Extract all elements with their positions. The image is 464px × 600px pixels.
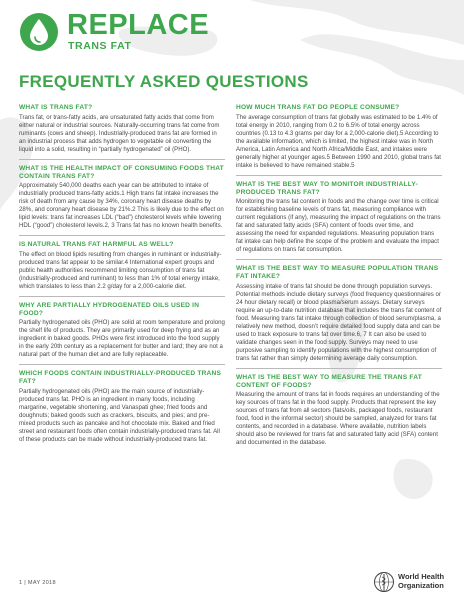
brand-subtitle: TRANS FAT — [68, 40, 132, 52]
replace-drop-logo-icon — [19, 12, 59, 52]
faq-question: WHAT IS THE BEST WAY TO MEASURE POPULATION TRANS FAT INTAKE? — [236, 265, 439, 280]
faq-question: WHICH FOODS CONTAIN INDUSTRIALLY-PRODUCED TRANS FAT? — [19, 370, 222, 385]
faq-answer: Trans fat, or trans-fatty acids, are unsaturated fatty acids that come from either natural or industrial sources. Naturally-occurring trans fat come from ruminants (cows and sheep). Industrially-produced trans fat are formed in an industrial process that adds hydrogen to vegetable oil converting the liquid into a solid, resulting in “partially hydrogenated” oil (PHO). — [19, 113, 220, 153]
faq-item — [19, 370, 225, 444]
divider — [19, 159, 225, 160]
faq-item — [236, 104, 442, 170]
divider — [19, 235, 225, 236]
divider — [19, 364, 225, 365]
faq-answer: Partially hydrogenated oils (PHO) are the main source of industrially-produced trans fat. PHO is an ingredient in many foods, including margarine, vegetable shortening, and Vanaspati ghee; fried foods and doughnuts; baked goods such as crackers, biscuits, and pies; and pre-mixed products such as pancake and hot chocolate mix. Baked and fried street and restaurant foods often contain industrially-produced trans fat. All of these products can be made without industrially-produced trans fat. — [19, 387, 220, 443]
faq-answer: Partially hydrogenated oils (PHO) are solid at room temperature and prolong the shelf life of products. They are primarily used for deep frying and as an ingredient in baked goods. PHOs were first introduced into the food supply in the early 20th century as a replacement for butter and lard; they are not a natural part of the human diet and are fully replaceable. — [19, 319, 225, 358]
faq-answer: The average consumption of trans fat globally was estimated to be 1.4% of total energy in 2010, ranging from 0.2 to 6.5% of total energy across countries (0.13 to 4.3 grams per day for a 2,000-calorie diet).5 According to the available information, which is limited, the highest intake was in North America, Latin America and North Africa/Middle East, and intakes were generally higher at younger ages.5 Between 1990 and 2010, global trans fat intake is believed to have remained stable.5 — [236, 113, 441, 169]
faq-item — [236, 265, 442, 363]
who-emblem-icon — [373, 571, 395, 593]
faq-item — [236, 374, 442, 448]
faq-question: HOW MUCH TRANS FAT DO PEOPLE CONSUME? — [236, 104, 400, 111]
faq-answer: Assessing intake of trans fat should be done through population surveys. Potential methods include dietary surveys (food frequency questionnaires or 24 hour dietary recall) or blood plasma/serum assays. Dietary surveys require an up-to-date nutrition database that includes the trans fat content of food. Measuring trans fat intake through collection of blood serum/plasma, a relatively new method, doesn’t require detailed food supply data and can be used to track exposure to trans fat over time.6, 7 It can also be used to validate changes seen in the food supply. Surveys may need to use purposive sampling to identify populations with the highest consumption of trans fat rather than simply determining average daily consumption. — [236, 282, 442, 362]
faq-item — [236, 181, 442, 255]
faq-question: WHAT IS TRANS FAT? — [19, 104, 93, 111]
divider — [236, 175, 442, 176]
brand-title: REPLACE — [67, 9, 210, 41]
divider — [236, 259, 442, 260]
faq-item — [19, 302, 225, 360]
faq-item — [19, 241, 225, 291]
page-title: FREQUENTLY ASKED QUESTIONS — [19, 72, 309, 91]
faq-question: WHY ARE PARTIALLY HYDROGENATED OILS USED IN FOOD? — [19, 301, 200, 317]
faq-answer: The effect on blood lipids resulting from changes in ruminant or industrially-produced trans fat appear to be similar.4 International expert groups and public health authorities recommend limiting consumption of trans fat (industrially-produced and ruminant) to less than 1% of total energy intake, which translates to less than 2.2 g/day for a 2,000-calorie diet. — [19, 250, 222, 290]
faq-answer: Monitoring the trans fat content in foods and the change over time is critical for establishing baseline levels of trans fat, measuring compliance with current regulations (if any), measuring the impact of regulations on the trans fat and saturated fatty acids (SFA) content of foods over time, and assessing the need for expanded regulations. Measuring population trans fat intake can help define the scope of the problem and evaluate the impact of regulations on trans fat consumption. — [236, 198, 441, 253]
left-column — [19, 104, 225, 444]
page-footer: 1 | MAY 2018 — [19, 580, 56, 586]
faq-item — [19, 104, 225, 154]
divider — [19, 296, 225, 297]
who-wordmark — [398, 573, 444, 590]
who-line-1: World Health — [398, 572, 445, 581]
faq-question: WHAT IS THE BEST WAY TO MONITOR INDUSTRIALLY-PRODUCED TRANS FAT? — [236, 180, 419, 196]
faq-question: WHAT IS THE BEST WAY TO MEASURE THE TRANS FAT CONTENT OF FOODS? — [236, 373, 422, 389]
faq-item — [19, 165, 225, 231]
divider — [236, 368, 442, 369]
faq-question: WHAT IS THE HEALTH IMPACT OF CONSUMING FOODS THAT CONTAIN TRANS FAT? — [19, 164, 224, 180]
who-line-2: Organization — [398, 580, 444, 590]
faq-question: IS NATURAL TRANS FAT HARMFUL AS WELL? — [19, 241, 174, 248]
faq-answer: Approximately 540,000 deaths each year can be attributed to intake of industrially produced trans-fatty acids.1 High trans fat intake increases the risk of death from any cause by 34%, coronary heart disease deaths by 28%, and coronary heart disease by 21%.2 This is likely due to the effect on lipid levels: trans fat increases LDL (“bad”) cholesterol levels while lowering HDL (“good”) cholesterol levels.2, 3 Trans fat has no known health benefits. — [19, 182, 224, 229]
faq-answer: Measuring the amount of trans fat in foods requires an understanding of the key sources of trans fat in the food supply. Products that represent the key sources of trans fat from all sectors (fats/oils, packaged foods, restaurant food, food in the informal sector) should be sampled, analyzed for trans fat contents, and recorded in a database. Where available, nutrition labels should also be reviewed for trans fat and saturated fatty acid (SFA) content and documented in the database. — [236, 391, 440, 446]
right-column — [236, 104, 442, 447]
